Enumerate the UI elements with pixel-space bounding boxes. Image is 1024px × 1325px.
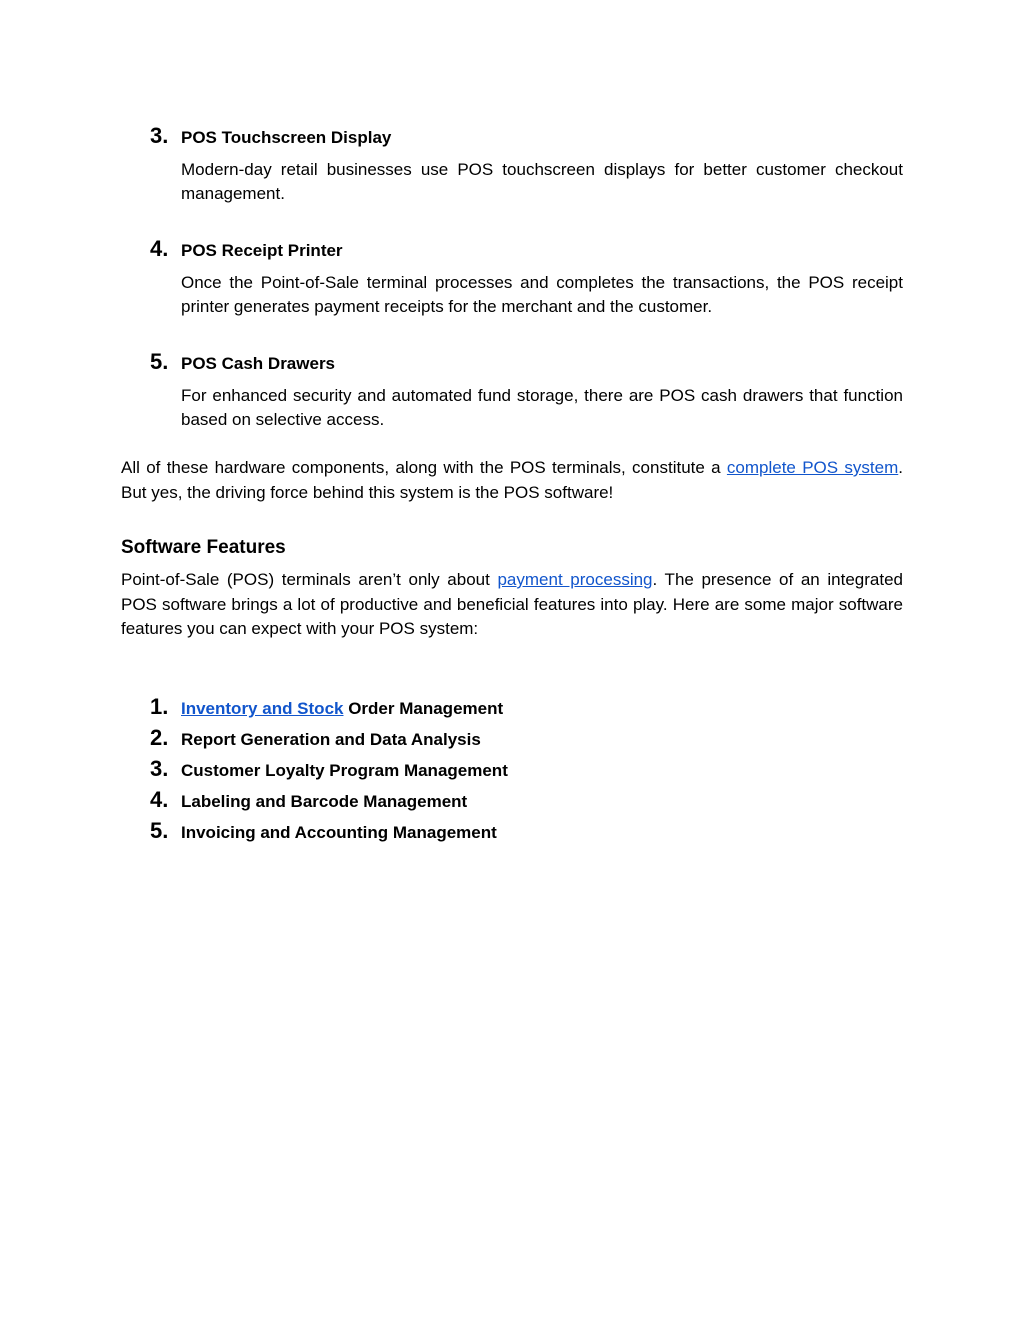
feature-list-item (150, 694, 750, 723)
item-description: Once the Point-of-Sale terminal processes and completes the transactions, the POS receipt printer generates payment receipts for the merchant and the customer. (181, 273, 903, 316)
list-number: 3. (150, 756, 169, 781)
feature-title (181, 697, 503, 721)
section-heading: Software Features (121, 537, 286, 558)
summary-text-after: . But yes, the driving force behind this system is the POS software! (121, 458, 903, 502)
intro-text-before: Point-of-Sale (POS) terminals aren’t only about (121, 570, 498, 589)
feature-list-item (150, 725, 750, 754)
item-description: For enhanced security and automated fund storage, there are POS cash drawers that function based on selective access. (181, 386, 903, 429)
item-description: Modern-day retail businesses use POS touchscreen displays for better customer checkout management. (181, 160, 903, 203)
software-intro-paragraph (121, 568, 903, 642)
feature-title-text: Order Management (343, 699, 504, 718)
list-number: 4. (150, 236, 169, 261)
item-title: POS Receipt Printer (181, 241, 343, 260)
summary-text-before: All of these hardware components, along with the POS terminals, constitute a (121, 458, 727, 477)
list-number: 5. (150, 818, 169, 843)
item-title: POS Touchscreen Display (181, 128, 392, 147)
list-number: 2. (150, 725, 169, 750)
complete-pos-system-link[interactable]: complete POS system (726, 458, 899, 477)
feature-list-item (150, 756, 750, 785)
item-title: POS Cash Drawers (181, 354, 336, 373)
payment-processing-link[interactable]: payment processing (497, 570, 653, 589)
feature-title: Customer Loyalty Program Management (181, 761, 508, 780)
feature-list-item (150, 818, 750, 847)
feature-title: Invoicing and Accounting Management (181, 823, 497, 842)
inventory-and-stock-link[interactable]: Inventory and Stock (181, 699, 344, 718)
list-number: 5. (150, 349, 169, 374)
intro-text-after: . The presence of an integrated POS software brings a lot of productive and beneficial features into play. Here are some major software features you can expect with your POS system: (121, 570, 903, 638)
list-number: 3. (150, 123, 169, 148)
list-number: 4. (150, 787, 169, 812)
feature-title: Report Generation and Data Analysis (181, 730, 481, 749)
list-number: 1. (150, 694, 169, 719)
summary-paragraph (121, 456, 903, 505)
feature-list-item (150, 787, 750, 816)
feature-title: Labeling and Barcode Management (181, 792, 468, 811)
